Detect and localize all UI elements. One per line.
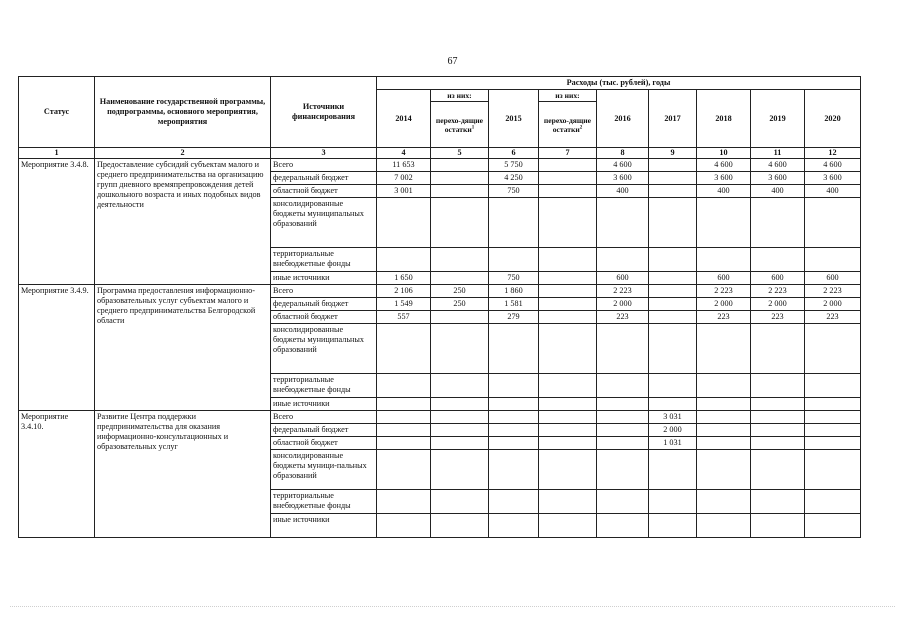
table-row <box>19 411 861 424</box>
amount-cell <box>649 324 697 374</box>
amount-cell <box>489 198 539 248</box>
amount-cell <box>539 272 597 285</box>
amount-cell <box>597 198 649 248</box>
column-number: 12 <box>805 148 861 159</box>
amount-cell <box>751 398 805 411</box>
amount-cell: 1 031 <box>649 437 697 450</box>
amount-cell: 750 <box>489 272 539 285</box>
amount-cell: 2 000 <box>697 298 751 311</box>
amount-cell <box>539 185 597 198</box>
amount-cell <box>697 437 751 450</box>
page-number: 67 <box>447 56 458 67</box>
amount-cell <box>597 248 649 272</box>
amount-cell <box>377 424 431 437</box>
amount-cell <box>431 450 489 490</box>
amount-cell: 4 250 <box>489 172 539 185</box>
amount-cell <box>649 272 697 285</box>
amount-cell <box>597 374 649 398</box>
amount-cell <box>649 159 697 172</box>
scan-edge-line <box>10 606 895 608</box>
amount-cell: 400 <box>751 185 805 198</box>
amount-cell <box>377 514 431 538</box>
funding-source: иные источники <box>271 514 377 538</box>
column-number: 3 <box>271 148 377 159</box>
amount-cell <box>377 248 431 272</box>
amount-cell: 2 223 <box>697 285 751 298</box>
funding-source: областной бюджет <box>271 185 377 198</box>
measure-status: Мероприятие 3.4.8. <box>19 159 95 285</box>
amount-cell <box>697 514 751 538</box>
amount-cell: 2 223 <box>805 285 861 298</box>
amount-cell <box>431 514 489 538</box>
header-name: Наименование государственной программы, подпрограммы, основного мероприятия, мероприятия <box>95 77 271 148</box>
amount-cell <box>649 398 697 411</box>
amount-cell <box>649 172 697 185</box>
measure-name: Развитие Центра поддержки предпринимательства для оказания информационно-консультационных и образовательных услуг <box>95 411 271 538</box>
funding-source: иные источники <box>271 272 377 285</box>
amount-cell <box>377 490 431 514</box>
amount-cell <box>805 198 861 248</box>
header-year: 2018 <box>697 90 751 148</box>
amount-cell: 3 600 <box>597 172 649 185</box>
amount-cell <box>539 311 597 324</box>
amount-cell <box>805 411 861 424</box>
column-number: 9 <box>649 148 697 159</box>
header-of-them: из них: <box>539 90 597 102</box>
amount-cell <box>597 398 649 411</box>
amount-cell <box>539 490 597 514</box>
funding-source: Всего <box>271 411 377 424</box>
funding-source: территориальные внебюджетные фонды <box>271 374 377 398</box>
header-year: 2019 <box>751 90 805 148</box>
amount-cell <box>489 514 539 538</box>
column-number: 4 <box>377 148 431 159</box>
amount-cell <box>431 398 489 411</box>
amount-cell <box>377 374 431 398</box>
amount-cell: 4 600 <box>697 159 751 172</box>
amount-cell <box>377 437 431 450</box>
amount-cell: 1 549 <box>377 298 431 311</box>
column-number: 11 <box>751 148 805 159</box>
funding-source: Всего <box>271 285 377 298</box>
amount-cell: 223 <box>697 311 751 324</box>
amount-cell <box>539 398 597 411</box>
amount-cell: 223 <box>597 311 649 324</box>
amount-cell: 557 <box>377 311 431 324</box>
measure-status: Мероприятие 3.4.10. <box>19 411 95 538</box>
amount-cell <box>751 198 805 248</box>
amount-cell <box>539 411 597 424</box>
amount-cell <box>539 450 597 490</box>
column-number: 7 <box>539 148 597 159</box>
amount-cell <box>805 374 861 398</box>
header-carryover-text: перехо-дящие остатки <box>543 115 592 134</box>
amount-cell <box>597 424 649 437</box>
column-number: 10 <box>697 148 751 159</box>
amount-cell <box>597 514 649 538</box>
amount-cell <box>697 324 751 374</box>
amount-cell <box>431 424 489 437</box>
amount-cell <box>751 450 805 490</box>
column-number: 5 <box>431 148 489 159</box>
funding-source: федеральный бюджет <box>271 424 377 437</box>
header-status: Статус <box>19 77 95 148</box>
amount-cell: 5 750 <box>489 159 539 172</box>
funding-source: консолидированные бюджеты муниципальных образований <box>271 198 377 248</box>
amount-cell: 3 001 <box>377 185 431 198</box>
amount-cell <box>697 198 751 248</box>
funding-source: Всего <box>271 159 377 172</box>
column-numbers-row <box>19 148 861 159</box>
measure-name: Предоставление субсидий субъектам малого и среднего предпринимательства на организацию групп дневного времяпрепровождения детей дошкольного возраста и иных подобных видов деятельности <box>95 159 271 285</box>
measure-status: Мероприятие 3.4.9. <box>19 285 95 411</box>
amount-cell <box>697 248 751 272</box>
header-year: 2020 <box>805 90 861 148</box>
amount-cell <box>649 298 697 311</box>
amount-cell <box>489 324 539 374</box>
amount-cell <box>539 172 597 185</box>
amount-cell: 600 <box>751 272 805 285</box>
funding-source: консолидированные бюджеты муници-пальных образований <box>271 450 377 490</box>
amount-cell <box>431 185 489 198</box>
amount-cell <box>751 490 805 514</box>
amount-cell: 250 <box>431 298 489 311</box>
header-expenses: Расходы (тыс. рублей), годы <box>377 77 861 90</box>
amount-cell <box>431 272 489 285</box>
amount-cell <box>539 248 597 272</box>
amount-cell <box>597 411 649 424</box>
amount-cell <box>431 311 489 324</box>
column-number: 6 <box>489 148 539 159</box>
footnote-mark: 1 <box>471 125 475 131</box>
amount-cell: 7 002 <box>377 172 431 185</box>
funding-source: иные источники <box>271 398 377 411</box>
amount-cell <box>431 198 489 248</box>
amount-cell <box>805 437 861 450</box>
footnote-mark: 2 <box>579 125 583 131</box>
amount-cell: 2 223 <box>597 285 649 298</box>
amount-cell: 223 <box>805 311 861 324</box>
amount-cell <box>431 248 489 272</box>
amount-cell <box>489 490 539 514</box>
amount-cell <box>489 450 539 490</box>
column-number: 1 <box>19 148 95 159</box>
amount-cell: 400 <box>597 185 649 198</box>
amount-cell <box>489 398 539 411</box>
amount-cell <box>539 198 597 248</box>
amount-cell <box>751 411 805 424</box>
amount-cell: 600 <box>805 272 861 285</box>
amount-cell: 250 <box>431 285 489 298</box>
amount-cell <box>649 248 697 272</box>
funding-source: федеральный бюджет <box>271 172 377 185</box>
funding-source: областной бюджет <box>271 311 377 324</box>
amount-cell: 2 106 <box>377 285 431 298</box>
amount-cell <box>649 185 697 198</box>
amount-cell: 400 <box>805 185 861 198</box>
amount-cell <box>805 398 861 411</box>
funding-source: федеральный бюджет <box>271 298 377 311</box>
amount-cell <box>539 424 597 437</box>
header-year: 2015 <box>489 90 539 148</box>
amount-cell <box>697 490 751 514</box>
amount-cell <box>805 450 861 490</box>
amount-cell: 3 031 <box>649 411 697 424</box>
funding-source: территориальные внебюджетные фонды <box>271 248 377 272</box>
amount-cell: 223 <box>751 311 805 324</box>
amount-cell <box>431 490 489 514</box>
amount-cell <box>377 450 431 490</box>
amount-cell: 4 600 <box>597 159 649 172</box>
header-of-them: из них: <box>431 90 489 102</box>
amount-cell <box>597 450 649 490</box>
amount-cell <box>751 248 805 272</box>
amount-cell: 3 600 <box>751 172 805 185</box>
amount-cell: 2 000 <box>649 424 697 437</box>
amount-cell <box>697 374 751 398</box>
amount-cell <box>697 450 751 490</box>
amount-cell <box>539 285 597 298</box>
header-year: 2016 <box>597 90 649 148</box>
amount-cell <box>649 374 697 398</box>
header-sources: Источники финансирования <box>271 77 377 148</box>
amount-cell <box>649 514 697 538</box>
amount-cell: 750 <box>489 185 539 198</box>
funding-source: территориальные внебюджетные фонды <box>271 490 377 514</box>
amount-cell <box>489 411 539 424</box>
amount-cell: 2 000 <box>751 298 805 311</box>
amount-cell <box>431 437 489 450</box>
amount-cell <box>649 450 697 490</box>
amount-cell <box>539 514 597 538</box>
amount-cell <box>805 248 861 272</box>
table-row <box>19 159 861 172</box>
amount-cell <box>489 437 539 450</box>
amount-cell <box>597 324 649 374</box>
amount-cell: 1 581 <box>489 298 539 311</box>
amount-cell <box>649 490 697 514</box>
amount-cell: 1 860 <box>489 285 539 298</box>
amount-cell: 600 <box>697 272 751 285</box>
amount-cell <box>489 374 539 398</box>
amount-cell <box>539 159 597 172</box>
table-row <box>19 285 861 298</box>
amount-cell <box>597 437 649 450</box>
header-year: 2017 <box>649 90 697 148</box>
amount-cell: 279 <box>489 311 539 324</box>
amount-cell <box>431 411 489 424</box>
amount-cell: 3 600 <box>697 172 751 185</box>
header-carryover-text: перехо-дящие остатки <box>435 115 484 134</box>
column-number: 8 <box>597 148 649 159</box>
amount-cell <box>751 514 805 538</box>
amount-cell: 2 000 <box>805 298 861 311</box>
amount-cell <box>649 285 697 298</box>
amount-cell <box>431 159 489 172</box>
amount-cell <box>751 437 805 450</box>
amount-cell <box>805 514 861 538</box>
amount-cell: 4 600 <box>751 159 805 172</box>
measure-name: Программа предоставления информационно-образовательных услуг субъектам малого и среднего предпринимательства Белгородской области <box>95 285 271 411</box>
amount-cell <box>377 411 431 424</box>
amount-cell <box>805 490 861 514</box>
header-carryover <box>431 102 489 148</box>
amount-cell <box>751 324 805 374</box>
amount-cell <box>649 198 697 248</box>
amount-cell: 600 <box>597 272 649 285</box>
amount-cell: 400 <box>697 185 751 198</box>
header-year: 2014 <box>377 90 431 148</box>
amount-cell <box>697 411 751 424</box>
amount-cell <box>431 374 489 398</box>
amount-cell <box>489 424 539 437</box>
amount-cell <box>489 248 539 272</box>
amount-cell <box>431 324 489 374</box>
amount-cell: 2 223 <box>751 285 805 298</box>
amount-cell <box>751 374 805 398</box>
amount-cell: 11 653 <box>377 159 431 172</box>
amount-cell <box>431 172 489 185</box>
amount-cell <box>805 424 861 437</box>
amount-cell <box>377 198 431 248</box>
amount-cell <box>697 398 751 411</box>
amount-cell: 2 000 <box>597 298 649 311</box>
funding-source: консолидированные бюджеты муниципальных образований <box>271 324 377 374</box>
column-number: 2 <box>95 148 271 159</box>
header-carryover <box>539 102 597 148</box>
amount-cell <box>597 490 649 514</box>
amount-cell <box>539 437 597 450</box>
amount-cell <box>751 424 805 437</box>
budget-table <box>18 76 861 538</box>
amount-cell <box>649 311 697 324</box>
amount-cell <box>805 324 861 374</box>
amount-cell <box>539 374 597 398</box>
funding-source: областной бюджет <box>271 437 377 450</box>
amount-cell: 3 600 <box>805 172 861 185</box>
amount-cell <box>377 398 431 411</box>
amount-cell <box>539 298 597 311</box>
amount-cell <box>539 324 597 374</box>
amount-cell: 4 600 <box>805 159 861 172</box>
amount-cell: 1 650 <box>377 272 431 285</box>
amount-cell <box>377 324 431 374</box>
amount-cell <box>697 424 751 437</box>
